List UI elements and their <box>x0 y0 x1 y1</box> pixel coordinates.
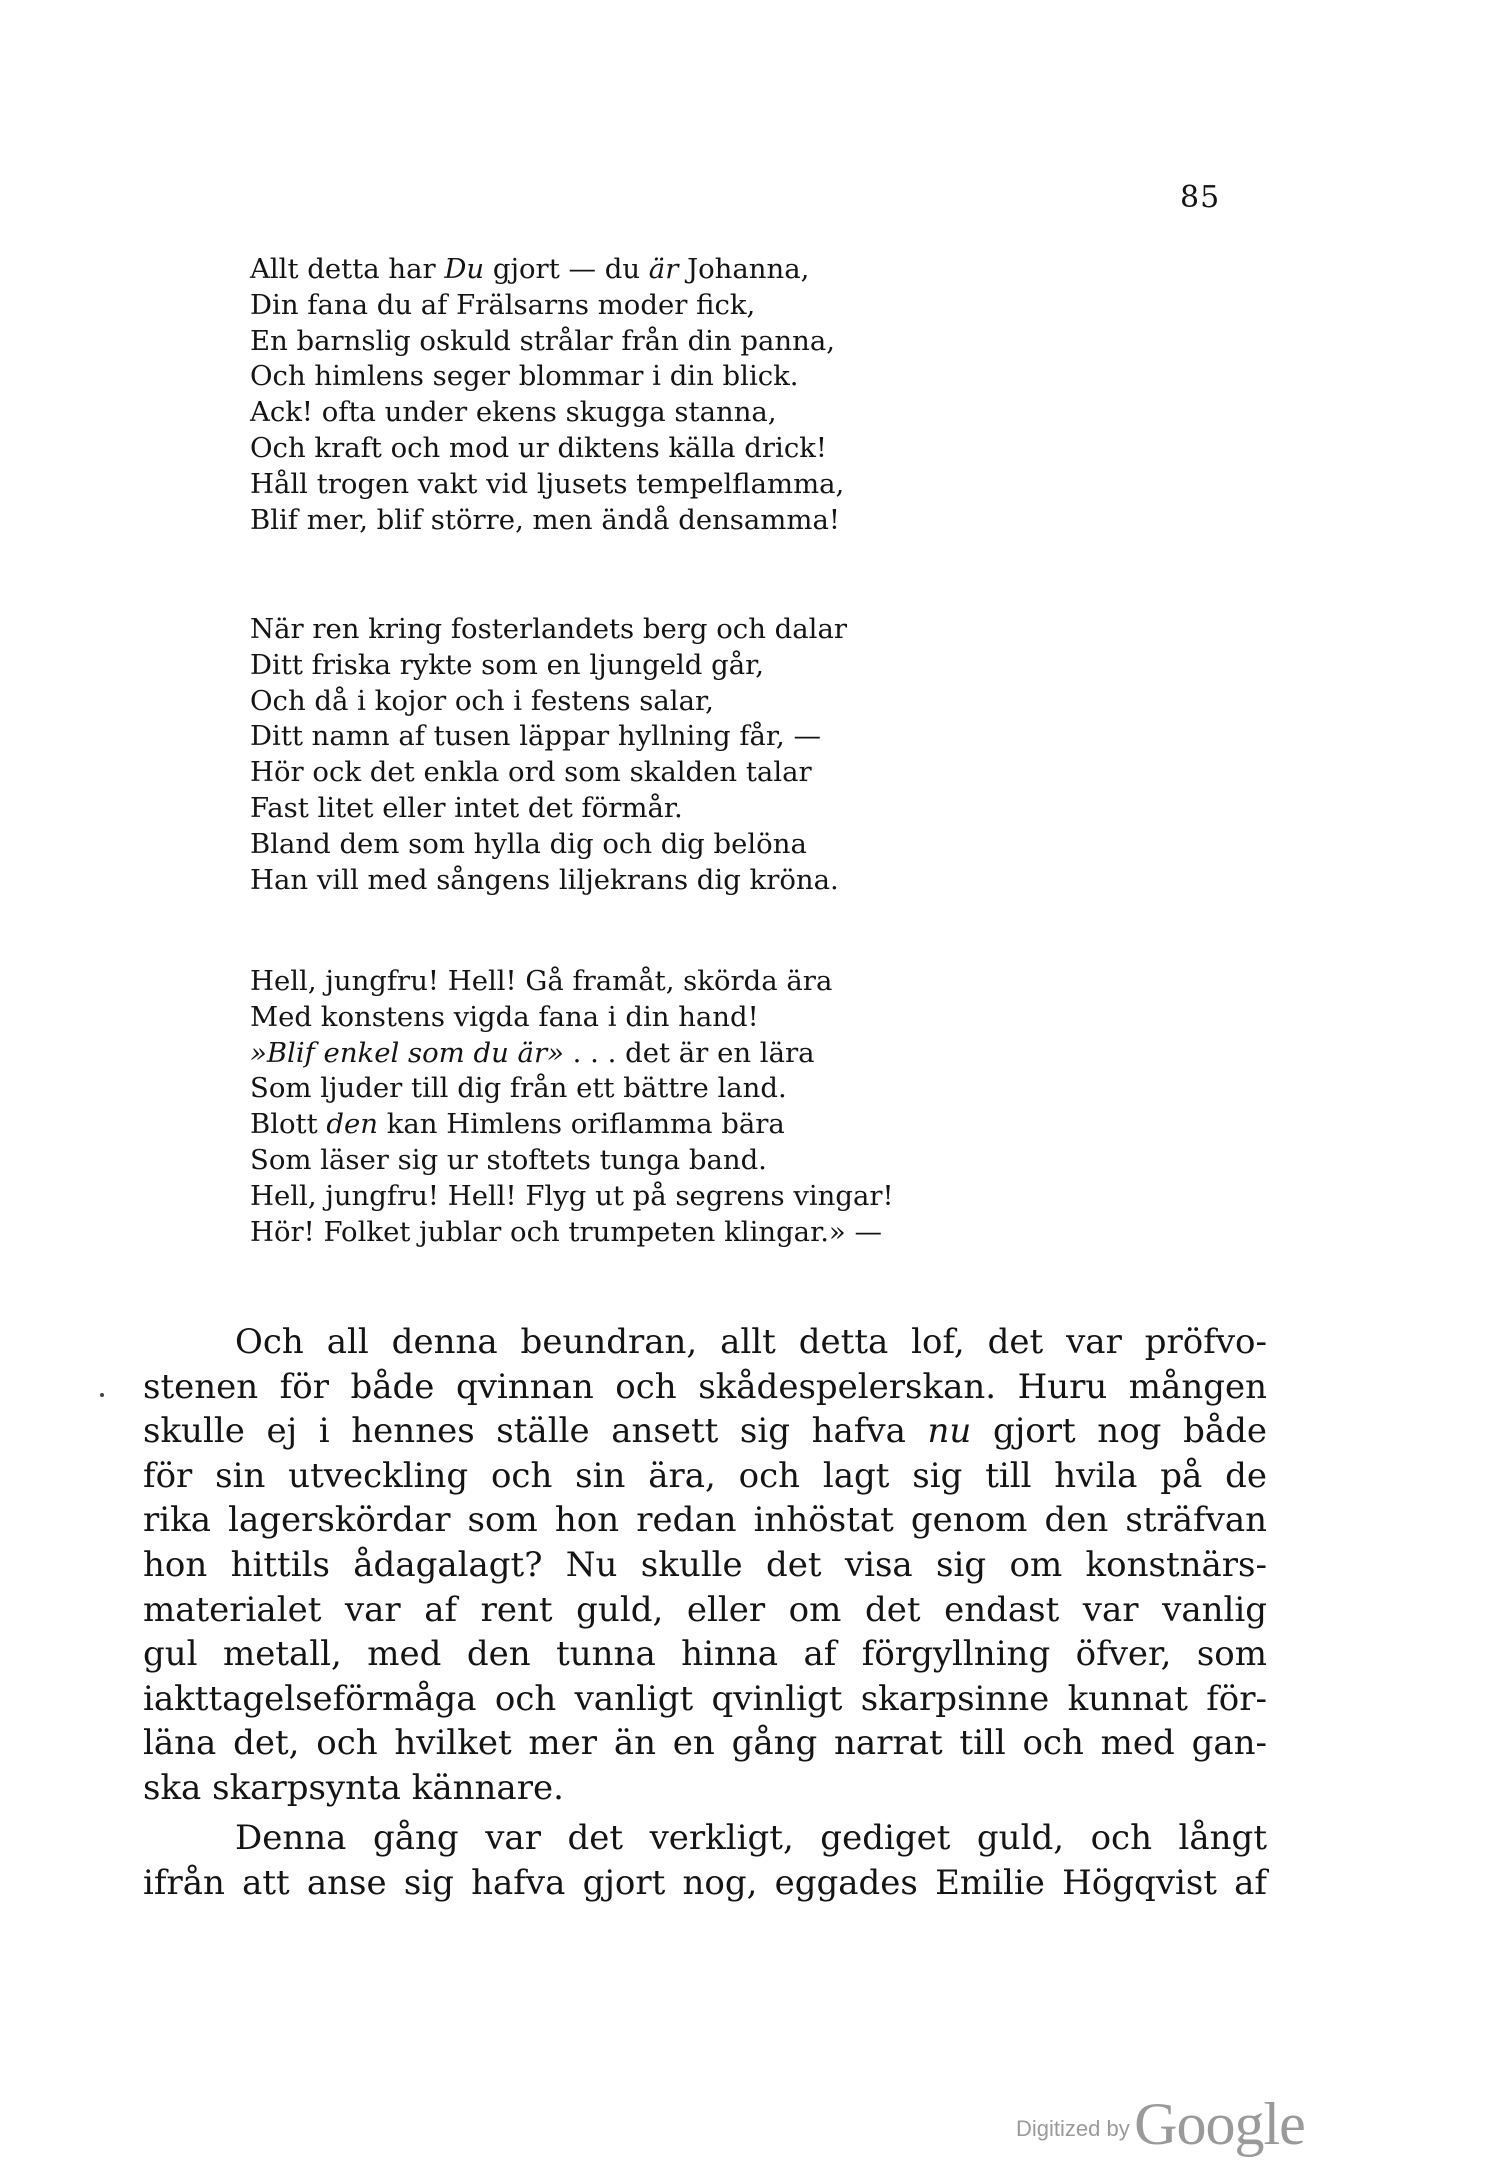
prose-line: läna det, och hvilket mer än en gång narrat till och med gan- <box>143 1723 1267 1764</box>
poem-line: Han vill med sångens liljekrans dig kröna. <box>250 863 839 896</box>
poem-line <box>250 1036 894 1072</box>
stray-dot-mark <box>100 1393 104 1397</box>
poem-line-text: Johanna, <box>678 253 810 285</box>
poem-line: Med konstens vigda fana i din hand! <box>250 1000 759 1033</box>
poem-line: Din fana du af Frälsarns moder fick, <box>250 288 756 321</box>
poem-line: Hell, jungfru! Hell! Gå framåt, skörda ära <box>250 965 833 997</box>
prose-line: Och all denna beundran, allt detta lof, det var pröfvo- <box>235 1322 1267 1362</box>
poem-line: Och himlens seger blommar i din blick. <box>250 360 799 393</box>
prose-line: hon hittils ådagalagt? Nu skulle det visa sig om konstnärs- <box>143 1544 1267 1585</box>
poem-line-emphasis: »Blif enkel som du är» <box>250 1036 564 1069</box>
google-logo-text: Google <box>1134 2091 1305 2157</box>
poem-stanza <box>250 252 844 538</box>
poem-line: En barnslig oskuld strålar från din panna, <box>250 324 835 357</box>
poem-line: Hör ock det enkla ord som skalden talar <box>250 756 812 789</box>
poem-line-text: gjort — du <box>484 253 649 285</box>
poem-line: Som ljuder till dig från ett bättre land. <box>250 1072 787 1105</box>
poem-line <box>250 1107 894 1143</box>
poem-line: Fast litet eller intet det förmår. <box>250 791 683 824</box>
page-number: 85 <box>1180 180 1221 215</box>
prose-line: rika lagerskördar som hon redan inhöstat genom den sträfvan <box>143 1500 1267 1541</box>
poem-line: Och kraft och mod ur diktens källa drick! <box>250 431 827 464</box>
prose-line-text: skulle ej i hennes ställe ansett sig hafva <box>143 1411 928 1452</box>
poem-line: Som läser sig ur stoftets tunga band. <box>250 1143 767 1176</box>
prose-line-text: gjort nog både <box>971 1411 1267 1452</box>
prose-paragraph <box>143 1320 1267 1811</box>
poem-stanza <box>250 964 894 1250</box>
prose-line: iakttagelseförmåga och vanligt qvinligt skarpsinne kunnat för- <box>143 1678 1267 1719</box>
poem-line-text: kan Himlens oriflamma bära <box>378 1108 785 1141</box>
poem-line-text: Allt detta har <box>250 253 445 285</box>
prose-line: gul metall, med den tunna hinna af förgyllning öfver, som <box>143 1634 1267 1675</box>
poem-stanza <box>250 612 847 898</box>
poem-line <box>250 252 844 288</box>
poem-line-text: Blott <box>250 1108 327 1141</box>
poem-line-emphasis: den <box>326 1108 378 1141</box>
poem-line: Hör! Folket jublar och trumpeten klingar.» — <box>250 1215 883 1248</box>
prose-line: Denna gång var det verkligt, gediget guld, och långt <box>235 1818 1267 1858</box>
poem-line: Och då i kojor och i festens salar, <box>250 684 714 717</box>
google-digitized-watermark <box>1016 2090 1305 2159</box>
poem-line: Ack! ofta under ekens skugga stanna, <box>250 396 777 429</box>
poem-line: Håll trogen vakt vid ljusets tempelflamma, <box>250 467 845 500</box>
poem-line: Ditt namn af tusen läppar hyllning får, — <box>250 720 822 753</box>
poem-line: Hell, jungfru! Hell! Flyg ut på segrens vingar! <box>250 1179 894 1212</box>
poem-line: Ditt friska rykte som en ljungeld går, <box>250 648 764 681</box>
prose-line: materialet var af rent guld, eller om det endast var vanlig <box>143 1589 1267 1630</box>
prose-line: ska skarpsynta kännare. <box>143 1767 564 1808</box>
prose-line: ifrån att anse sig hafva gjort nog, eggades Emilie Högqvist af <box>143 1862 1267 1903</box>
poem-line-emphasis: Du <box>444 253 485 285</box>
poem-line-text: . . . det är en lära <box>563 1036 815 1069</box>
prose-line: för sin utveckling och sin ära, och lagt sig till hvila på de <box>143 1455 1267 1496</box>
prose-line-emphasis: nu <box>927 1411 972 1452</box>
poem-line: När ren kring fosterlandets berg och dalar <box>250 613 847 645</box>
poem-line-emphasis: är <box>648 253 679 285</box>
prose-line <box>143 1409 1267 1454</box>
watermark-caption: Digitized by <box>1016 2116 1130 2141</box>
poem-line: Bland dem som hylla dig och dig belöna <box>250 827 807 860</box>
prose-line: stenen för både qvinnan och skådespelerskan. Huru mången <box>143 1366 1267 1407</box>
prose-paragraph <box>143 1816 1267 1905</box>
poem-line: Blif mer, blif större, men ändå densamma! <box>250 503 840 536</box>
